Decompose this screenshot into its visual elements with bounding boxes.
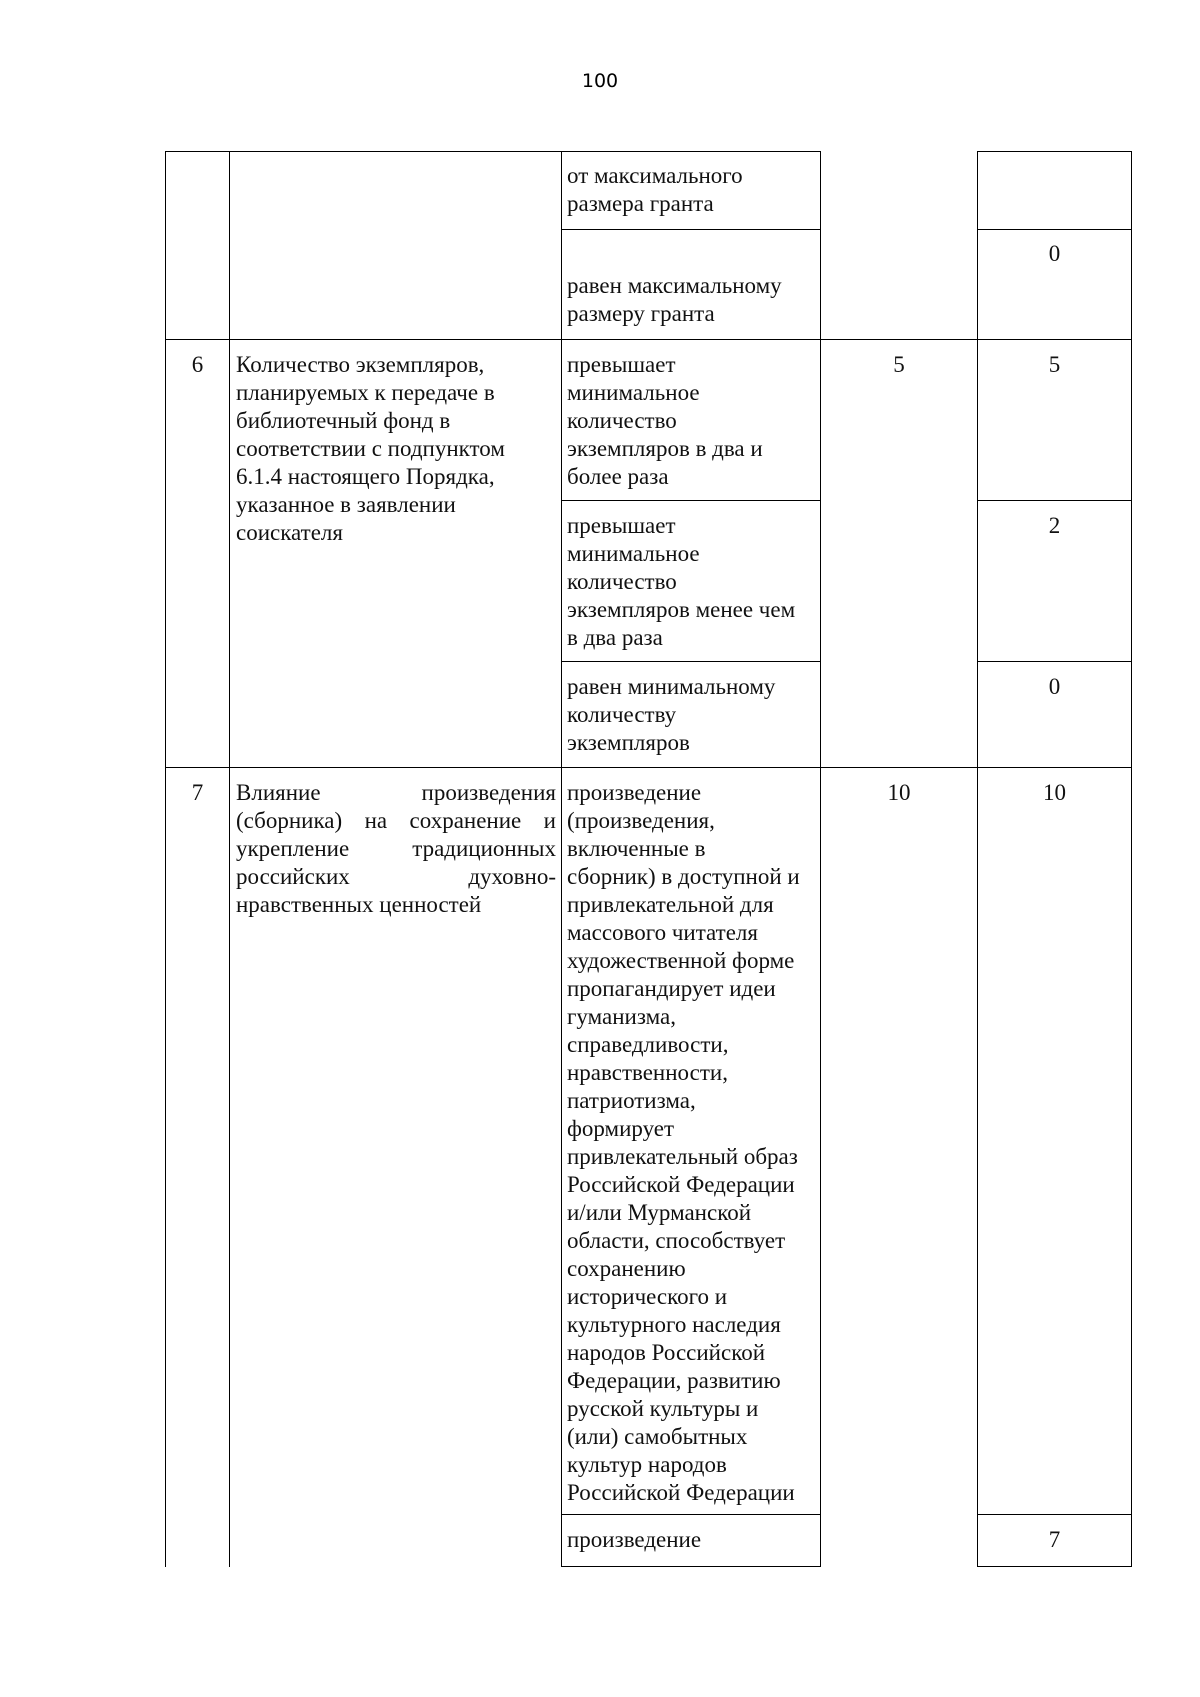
option-text: от максимального размера гранта: [567, 163, 743, 216]
option-text: превышает минимальное количество экземпляров в два и более раза: [567, 352, 763, 489]
row-number: 6: [191, 352, 204, 377]
option-text: произведение: [567, 1527, 702, 1552]
table-divider-criterion: [561, 151, 562, 1567]
table-bottom-edge: [561, 1566, 821, 1567]
option-divider: [561, 229, 821, 230]
option-text: равен максимальному размеру гранта: [567, 273, 782, 326]
option-divider: [561, 1514, 821, 1515]
option-divider: [977, 661, 1132, 662]
option-divider: [561, 661, 821, 662]
option-divider: [977, 500, 1132, 501]
row-divider: [165, 339, 1132, 340]
row-number: 7: [191, 780, 204, 805]
option-score: 7: [1048, 1527, 1061, 1552]
option-text: равен минимальному количеству экземпляров: [567, 674, 776, 755]
table-border-top: [165, 151, 821, 152]
table-border-right: [1131, 151, 1132, 1567]
table-bottom-edge: [977, 1566, 1132, 1567]
row-divider: [165, 767, 1132, 768]
criterion-text: Влияние произведения (сборника) на сохранение и укрепление традиционных российских духовно-нравственных ценностей: [236, 780, 556, 917]
option-divider: [977, 1514, 1132, 1515]
option-score: 2: [1048, 513, 1061, 538]
option-text: произведение (произведения, включенные в сборник) в доступной и привлекательной для массового читателя художественной форме пропагандирует идеи гуманизма, справедливости, нравственности, патриотизма, формирует привлекательный образ Российской Федерации и/или Мурманской области, способствует сохранению исторического и культурного наследия народов Российской Федерации, развитию русской культуры и (или) самобытных культур народов Российской Федерации: [567, 780, 800, 1505]
page-number: 100: [581, 70, 619, 92]
option-score: 10: [1043, 780, 1066, 805]
option-score: 0: [1048, 674, 1061, 699]
option-score: 0: [1048, 241, 1061, 266]
max-score: 5: [893, 352, 905, 377]
option-text: превышает минимальное количество экземпляров менее чем в два раза: [567, 513, 796, 650]
criterion-text: Количество экземпляров, планируемых к передаче в библиотечный фонд в соответствии с подпунктом 6.1.4 настоящего Порядка, указанное в заявлении соискателя: [236, 352, 505, 545]
max-score: 10: [887, 780, 911, 805]
option-divider: [977, 229, 1132, 230]
table-divider-number: [229, 151, 230, 1567]
table-border-top: [977, 151, 1132, 152]
option-divider: [561, 500, 821, 501]
option-score: 5: [1048, 352, 1061, 377]
